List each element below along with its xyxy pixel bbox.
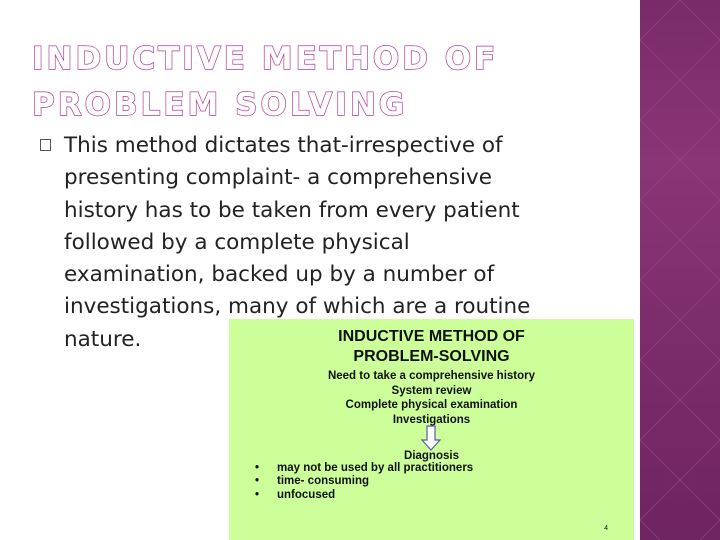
inset-diagram-image (229, 319, 634, 540)
inset-title (229, 327, 634, 367)
slide-title: INDUCTIVE METHOD OF PROBLEM SOLVING (32, 41, 499, 123)
list-item: • time- consuming (253, 475, 473, 488)
list-item: • may not be used by all practitioners (253, 462, 473, 475)
inset-diagnosis: Diagnosis (404, 450, 459, 462)
bullet-text: This method dictates that-irrespective of presenting complaint- a comprehensive history has to be taken from every patient followed by a complete physical examination, backed up by a number of investigations, many of which are a routine nature. (64, 133, 531, 352)
inset-step: System review (391, 384, 472, 397)
inset-drawbacks-list (253, 462, 473, 502)
inset-step: Complete physical examination (345, 399, 518, 411)
inset-page-number: 4 (604, 525, 608, 532)
decorative-pattern (640, 0, 720, 540)
bullet-box-icon (40, 139, 51, 151)
inset-step: Investigations (392, 413, 471, 426)
down-arrow-icon (421, 425, 441, 451)
inset-title-line-1: INDUCTIVE METHOD OF (338, 328, 525, 345)
inset-step: Need to take a comprehensive history (327, 370, 536, 382)
decorative-side-band (640, 0, 720, 540)
inset-steps (229, 369, 634, 427)
list-item: • unfocused (253, 489, 473, 502)
inset-title-line-2: PROBLEM-SOLVING (353, 348, 510, 365)
